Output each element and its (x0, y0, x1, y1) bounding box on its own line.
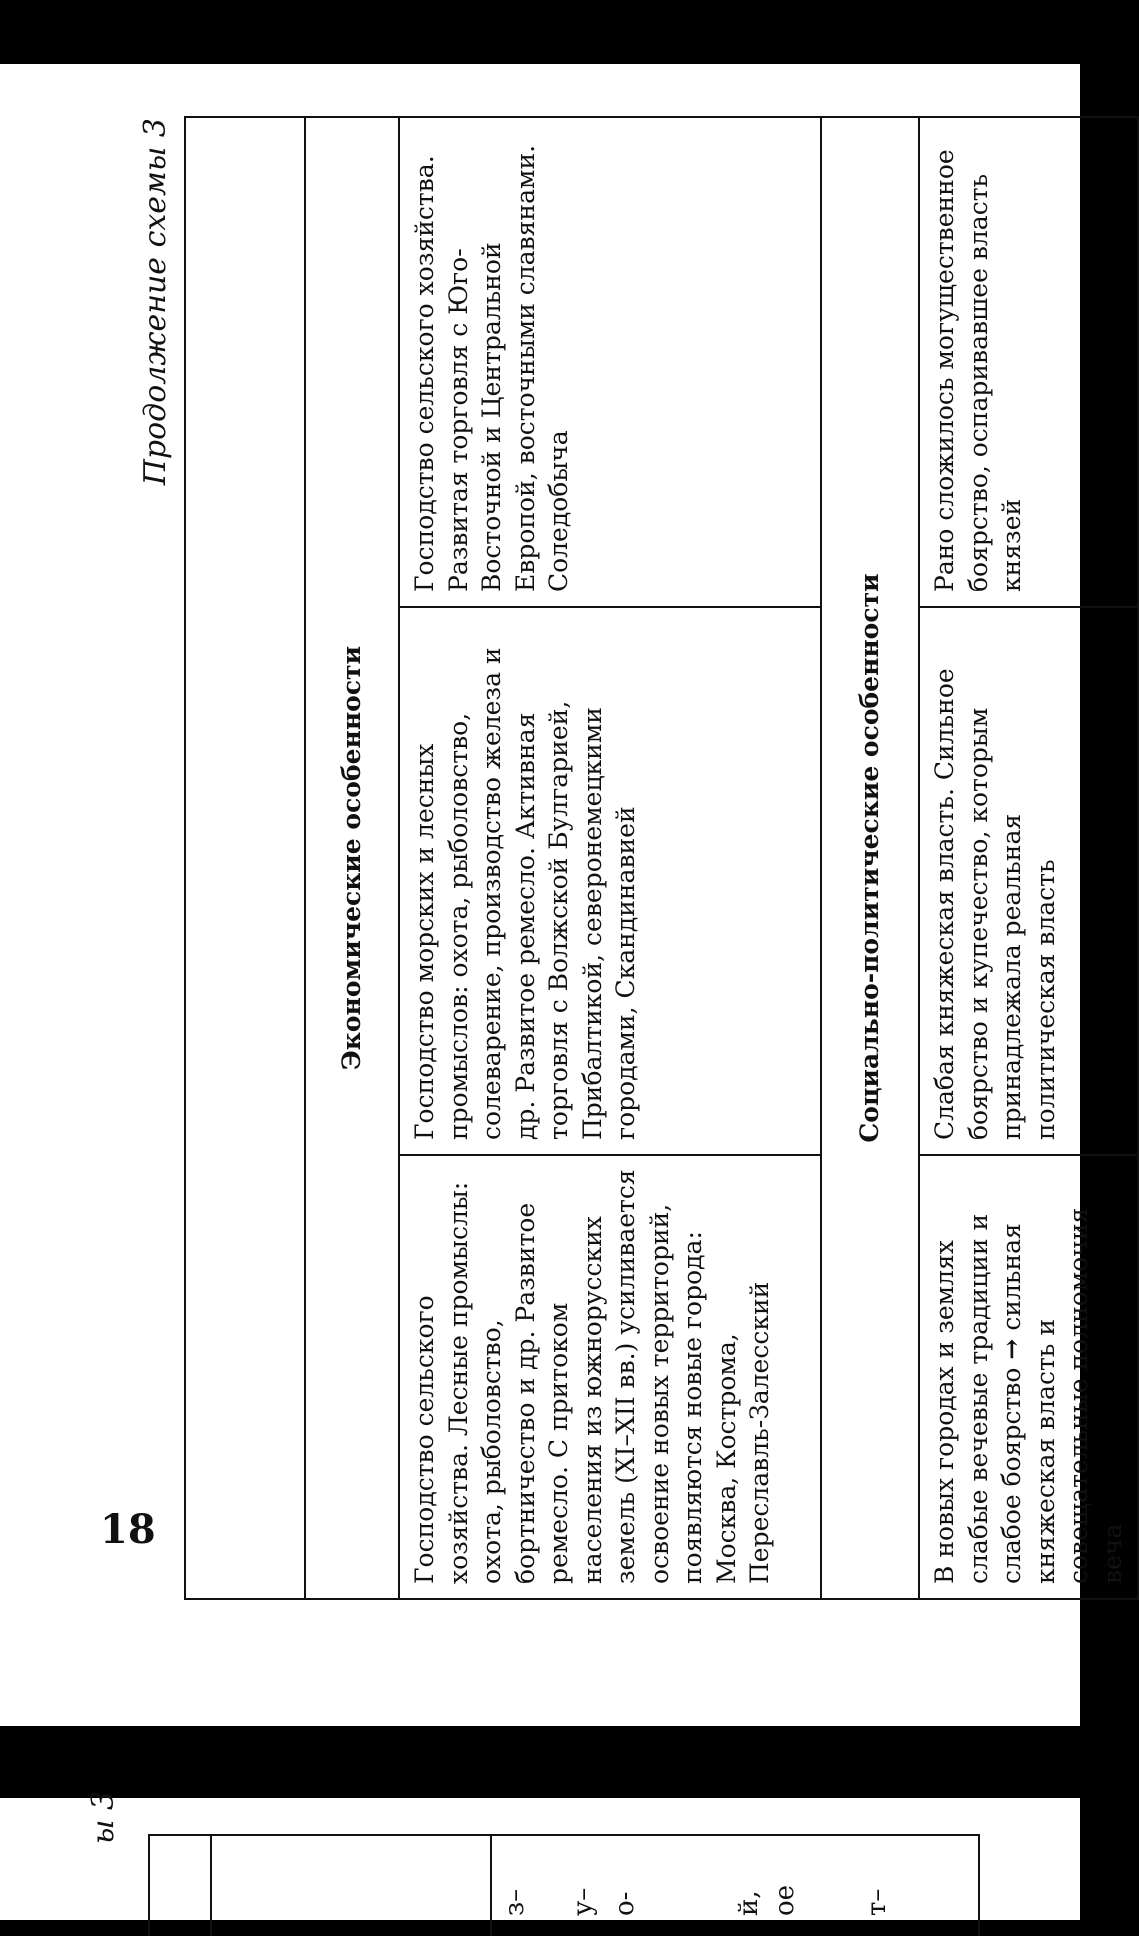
scheme-caption: Продолжение схемы 3 (138, 118, 173, 486)
table-divider (490, 1836, 492, 1936)
text-fragment: ое (770, 1884, 800, 1916)
text-fragment: у– (568, 1887, 598, 1916)
social-header-row (821, 117, 919, 1599)
table-divider (210, 1836, 212, 1936)
blank-top-row (185, 117, 305, 1599)
rotated-content (134, 118, 1127, 1628)
next-page-caption (86, 1790, 130, 1914)
next-page-fragment (0, 1790, 1080, 1920)
economic-cell-vladimir: Господство сельского хозяйства. Лесные промыслы: охота, рыболовство, бортничество и др. Развитое ремесло. С притоком населения из южнорусских земель (XI–XII вв.) усиливается освоение новых территорий, появляются новые города: Москва, Кострома, Переславль-Залесский (399, 1155, 821, 1599)
social-header: Социально-политические особенности (821, 117, 919, 1599)
next-page-caption-text: ы 3 (86, 1790, 121, 1844)
social-text-part-b: сильная княжеская власть и совещательные полномочия веча (997, 1207, 1127, 1584)
social-cell-novgorod: Слабая княжеская власть. Сильное боярство и купечество, которым принадлежала реальная политическая власть (919, 607, 1138, 1155)
text-fragment: о- (610, 1891, 640, 1916)
text-fragment: т– (862, 1888, 892, 1916)
text-fragment: й, (734, 1890, 764, 1916)
book-page (0, 64, 1127, 1726)
economic-cell-galicia: Господство сельского хозяйства. Развитая торговля с Юго-Восточной и Центральной Европой, восточными славянами. Соледобыча (399, 117, 821, 607)
economic-cell-novgorod: Господство морских и лесных промыслов: охота, рыболовство, солеварение, производство железа и др. Развитое ремесло. Активная торговля с Волжской Булгарией, Прибалтикой, северонемецкими городами, Скандинавией (399, 607, 821, 1155)
blank-cell (185, 117, 305, 1599)
social-cell-vladimir (919, 1155, 1138, 1599)
arrow-right-icon: → (997, 1338, 1026, 1360)
scheme-table (184, 116, 1139, 1600)
social-cell-galicia: Рано сложилось могущественное боярство, оспаривавшее власть князей (919, 117, 1138, 607)
next-page-table-frame (148, 1834, 980, 1936)
text-fragment: з– (500, 1888, 530, 1916)
social-row (919, 117, 1138, 1599)
economic-header: Экономические особенности (305, 117, 399, 1599)
economic-row (399, 117, 821, 1599)
page-number: 18 (100, 1506, 156, 1553)
economic-header-row (305, 117, 399, 1599)
social-text-part-a: В новых городах и землях слабые вечевые традиции и слабое боярство (930, 1213, 1026, 1584)
